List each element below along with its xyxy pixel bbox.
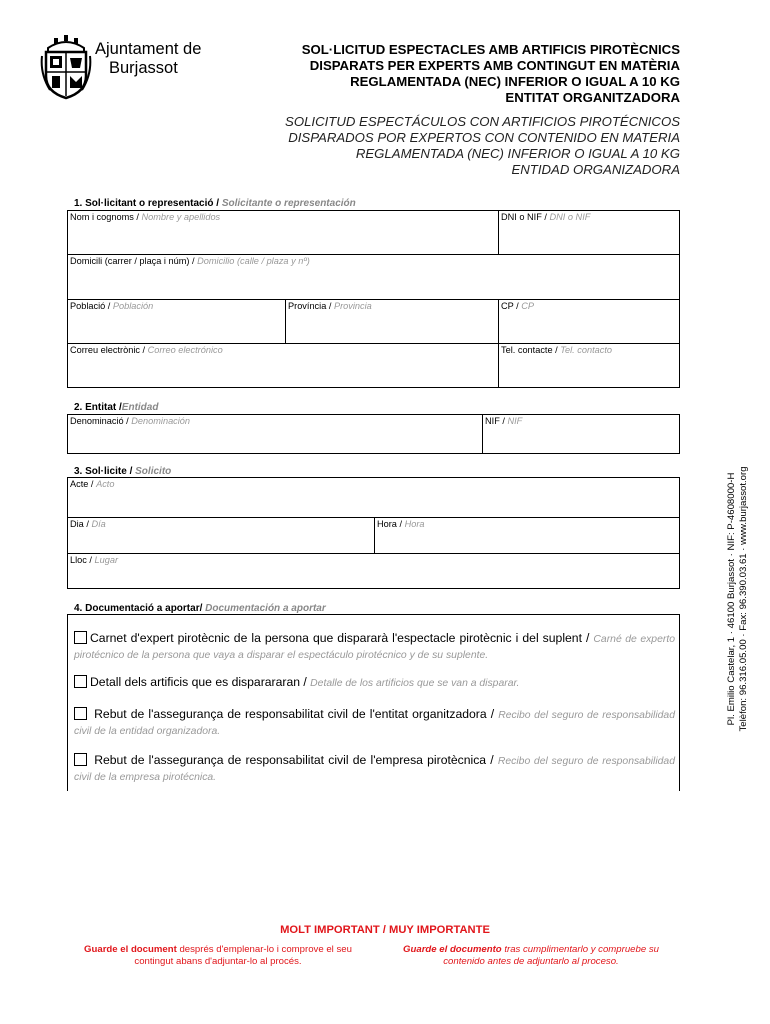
entity-nif-label: NIF / NIF bbox=[485, 416, 523, 426]
phone-field[interactable] bbox=[499, 344, 679, 387]
name-field[interactable] bbox=[68, 211, 499, 255]
entity-fields bbox=[67, 414, 680, 454]
place-field[interactable] bbox=[68, 554, 679, 588]
document-item-expert-card: Carnet d'expert pirotècnic de la persona que dispararà l'espectacle pirotècnic i del suplent / Carné de experto pirotécnico de la persona que vaya a disparar el espectáculo pirotécnico y de su suplente. bbox=[74, 631, 675, 661]
day-field[interactable] bbox=[68, 518, 375, 554]
time-field[interactable] bbox=[375, 518, 679, 554]
section-3-title bbox=[74, 466, 171, 477]
province-label: Província / Provincia bbox=[288, 301, 372, 311]
email-field[interactable] bbox=[68, 344, 499, 387]
document-item-entity-insurance: Rebut de l'assegurança de responsabilitat civil de l'entitat organitzadora / Recibo del seguro de responsabilidad civil de la entidad organizadora. bbox=[74, 707, 675, 737]
phone-label: Tel. contacte / Tel. contacto bbox=[501, 345, 613, 355]
checkbox[interactable] bbox=[74, 753, 87, 766]
town-field[interactable] bbox=[68, 300, 286, 344]
title-spanish bbox=[210, 114, 680, 178]
section-2-title-ca: 2. Entitat / bbox=[74, 402, 122, 413]
postcode-label: CP / CP bbox=[501, 301, 535, 311]
document-item-artifacts-detail: Detall dels artificis que es disparararan / Detalle de los artificios que se van a disparar. bbox=[74, 675, 675, 691]
dni-label: DNI o NIF / DNI o NIF bbox=[501, 212, 591, 222]
note-es-bold: Guarde el documento bbox=[403, 944, 502, 955]
logo-line-2: Burjassot bbox=[109, 59, 178, 77]
documents-box bbox=[67, 614, 680, 791]
note-catalan bbox=[68, 944, 368, 968]
important-notice bbox=[0, 924, 770, 936]
day-label: Dia / Día bbox=[70, 519, 106, 529]
dni-field[interactable] bbox=[499, 211, 679, 255]
province-field[interactable] bbox=[286, 300, 499, 344]
note-spanish bbox=[386, 944, 676, 968]
section-1-title bbox=[74, 198, 356, 209]
section-3-title-es: Solicito bbox=[135, 466, 172, 477]
title-es-line: DISPARADOS POR EXPERTOS CON CONTENIDO EN MATERIA bbox=[288, 130, 680, 145]
applicant-fields bbox=[67, 210, 680, 388]
section-1-title-es: Solicitante o representación bbox=[221, 198, 356, 209]
entity-name-label: Denominació / Denominación bbox=[70, 416, 191, 426]
address-field[interactable] bbox=[68, 255, 679, 300]
title-es-line: SOLICITUD ESPECTÁCULOS CON ARTIFICIOS PIROTÉCNICOS bbox=[285, 114, 680, 129]
title-ca-line: DISPARATS PER EXPERTS AMB CONTINGUT EN MATÈRIA bbox=[309, 58, 680, 73]
title-ca-line: REGLAMENTADA (NEC) INFERIOR O IGUAL A 10 KG bbox=[350, 74, 680, 89]
title-ca-line: ENTITAT ORGANITZADORA bbox=[505, 90, 680, 105]
town-label: Població / Población bbox=[70, 301, 154, 311]
section-3-title-ca: 3. Sol·licite / bbox=[74, 466, 133, 477]
address-label: Domicili (carrer / plaça i núm) / Domicilio (calle / plaza y nº) bbox=[70, 256, 310, 266]
time-label: Hora / Hora bbox=[377, 519, 425, 529]
note-ca-text: després d'emplenar-lo i comprove el seu contingut abans d'adjuntar-lo al procés. bbox=[134, 944, 352, 967]
checkbox[interactable] bbox=[74, 631, 87, 644]
title-catalan bbox=[210, 42, 680, 106]
entity-nif-field[interactable] bbox=[483, 415, 679, 453]
note-ca-bold: Guarde el document bbox=[84, 944, 177, 955]
important-title: MOLT IMPORTANT / MUY IMPORTANTE bbox=[280, 924, 490, 936]
checkbox[interactable] bbox=[74, 707, 87, 720]
logo-line-1: Ajuntament de bbox=[95, 40, 202, 58]
title-ca-line: SOL·LICITUD ESPECTACLES AMB ARTIFICIS PIROTÈCNICS bbox=[301, 42, 680, 57]
logo bbox=[40, 34, 230, 100]
request-fields bbox=[67, 477, 680, 589]
checkbox[interactable] bbox=[74, 675, 87, 688]
title-es-line: REGLAMENTADA (NEC) INFERIOR O IGUAL A 10 KG bbox=[355, 146, 680, 161]
name-label: Nom i cognoms / Nombre y apellidos bbox=[70, 212, 221, 222]
act-label: Acte / Acto bbox=[70, 479, 115, 489]
section-4-title-es: Documentación a aportar bbox=[205, 603, 326, 614]
section-1-title-ca: 1. Sol·licitant o representació / bbox=[74, 198, 220, 209]
document-item-company-insurance: Rebut de l'assegurança de responsabilitat civil de l'empresa pirotècnica / Recibo del seguro de responsabilidad civil de la empresa pirotécnica. bbox=[74, 753, 675, 783]
section-4-title-ca: 4. Documentació a aportar/ bbox=[74, 603, 203, 614]
side-phone-web: Telèfon: 96.316.05.00 · Fax: 96.390.03.61 · www.burjassot.org bbox=[738, 466, 749, 732]
title-es-line: ENTIDAD ORGANIZADORA bbox=[511, 162, 680, 177]
note-es-text: tras cumplimentarlo y compruebe su contenido antes de adjuntarlo al proceso. bbox=[443, 944, 659, 967]
act-field[interactable] bbox=[68, 478, 679, 518]
section-4-title bbox=[74, 603, 326, 614]
postcode-field[interactable] bbox=[499, 300, 679, 344]
entity-name-field[interactable] bbox=[68, 415, 483, 453]
side-contact-info bbox=[726, 454, 756, 744]
place-label: Lloc / Lugar bbox=[70, 555, 119, 565]
email-label: Correu electrònic / Correo electrónico bbox=[70, 345, 223, 355]
section-2-title bbox=[74, 402, 158, 413]
coat-of-arms-icon bbox=[40, 34, 92, 100]
section-2-title-es: Entidad bbox=[121, 402, 159, 413]
side-address: Pl. Emilio Castelar, 1 · 46100 Burjassot · NIF: P-4608000-H bbox=[726, 472, 737, 726]
